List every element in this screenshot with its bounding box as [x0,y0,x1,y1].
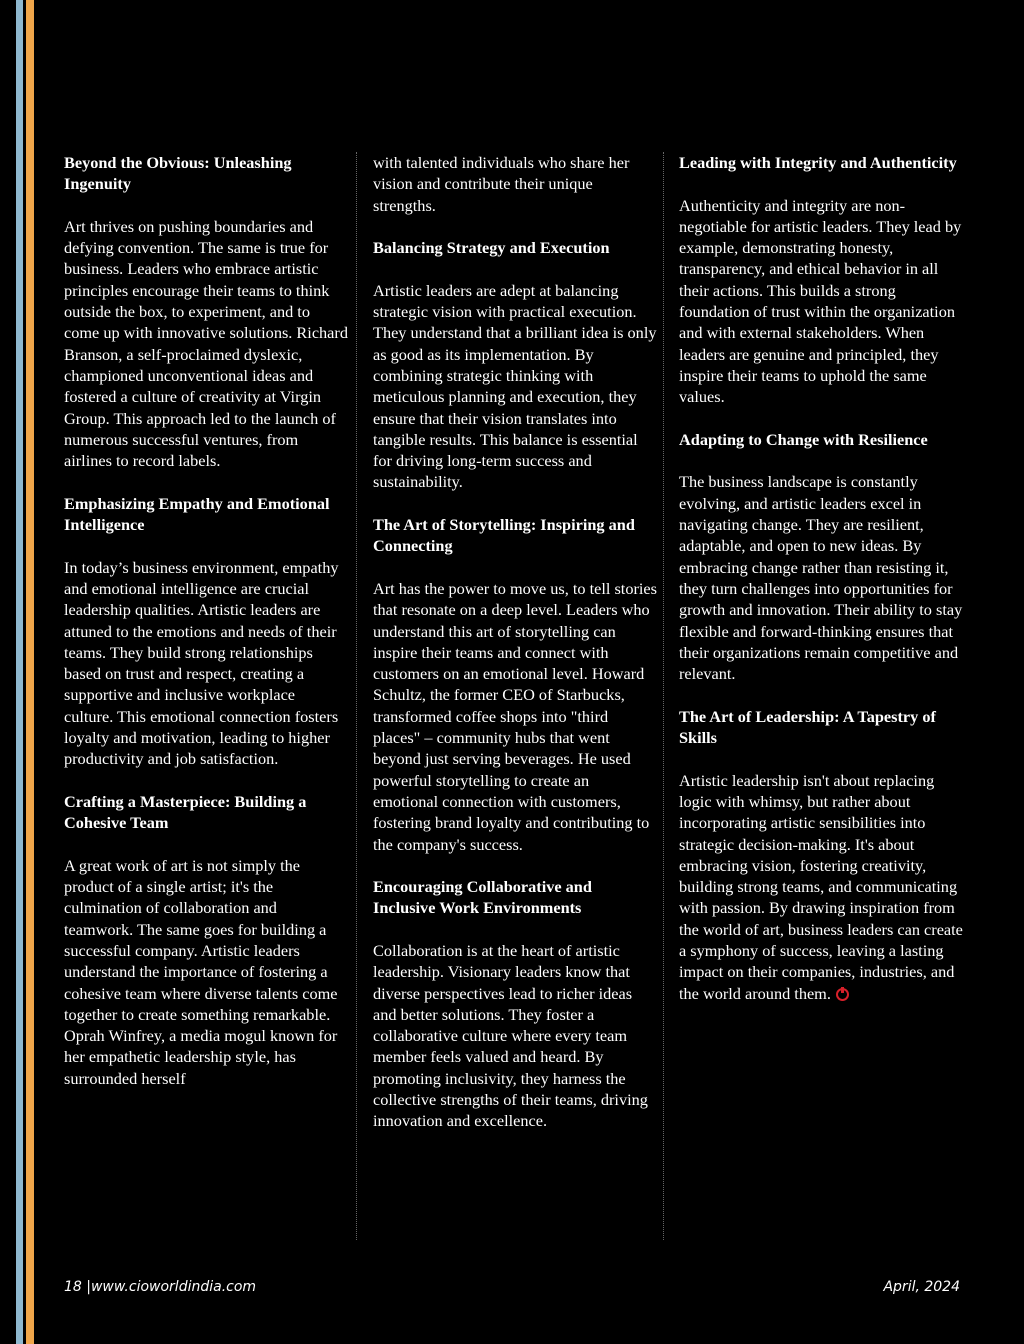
section-paragraph: Art thrives on pushing boundaries and defying convention. The same is true for business. Leaders who embrace artistic principles encourage their teams to think outside the box, to experiment, and to come up with innovative solutions. Richard Branson, a self-proclaimed dyslexic, championed unconventional ideas and fostered a culture of creativity at Virgin Group. This approach led to the launch of numerous successful ventures, from airlines to record labels. [64,216,348,471]
article-column-2 [373,152,657,1132]
section-paragraph: Artistic leaders are adept at balancing strategic vision with practical execution. They understand that a brilliant idea is only as good as its implementation. By combining strategic thinking with meticulous planning and execution, they ensure that their vision translates into tangible results. This balance is essential for driving long-term success and sustainability. [373,280,657,492]
section-paragraph: Art has the power to move us, to tell stories that resonate on a deep level. Leaders who understand this art of storytelling can inspire their teams and connect with customers on an emotional level. Howard Schultz, the former CEO of Starbucks, transformed coffee shops into "third places" – community hubs that went beyond just serving beverages. He used powerful storytelling to create an emotional connection with customers, fostering brand loyalty and contributing to the company's success. [373,578,657,854]
footer-page-url: 18 |www.cioworldindia.com [64,1279,257,1295]
article-column-3 [679,152,963,1004]
section-heading: The Art of Storytelling: Inspiring and Connecting [373,515,635,556]
section-paragraph: Collaboration is at the heart of artistic leadership. Visionary leaders know that diverse perspectives lead to richer ideas and better solutions. They foster a collaborative culture where every team member feels valued and heard. By promoting inclusivity, they harness the collective strengths of their teams, driving innovation and excellence. [373,940,648,1131]
footer-date: April, 2024 [883,1279,960,1295]
section-heading: Adapting to Change with Resilience [679,429,928,449]
column-divider-2 [663,152,664,1240]
section-paragraph: In today’s business environment, empathy and emotional intelligence are crucial leadership qualities. Artistic leaders are attuned to the emotions and needs of their teams. They build strong relationships based on trust and respect, creating a supportive and inclusive workplace culture. This emotional connection fosters loyalty and motivation, leading to higher productivity and job satisfaction. [64,557,339,769]
section-heading: Crafting a Masterpiece: Building a Cohesive Team [64,791,307,833]
section-paragraph: Authenticity and integrity are non-negotiable for artistic leaders. They lead by example, demonstrating honesty, transparency, and ethical behavior in all their actions. This builds a strong foundation of trust within the organization and with external stakeholders. When leaders are genuine and principled, they inspire their teams to uphold the same values. [679,195,962,407]
section-heading: Balancing Strategy and Execution [373,238,610,258]
section-paragraph: A great work of art is not simply the product of a single artist; it's the culmination of collaboration and teamwork. The same goes for building a successful company. Artistic leaders understand the importance of fostering a cohesive team where diverse talents come together to create something remarkable. Oprah Winfrey, a media mogul known for her empathetic leadership style, has surrounded herself [64,855,338,1088]
section-heading: Emphasizing Empathy and Emotional Intelligence [64,493,330,535]
section-heading: Leading with Integrity and Authenticity [679,153,957,172]
left-stripe-orange [26,0,34,1344]
column-divider-1 [356,152,357,1240]
end-mark-icon [836,988,849,1001]
section-heading: Encouraging Collaborative and Inclusive Work Environments [373,877,592,918]
left-stripe-blue [16,0,23,1344]
section-heading: The Art of Leadership: A Tapestry of Skills [679,706,936,748]
closing-paragraph [679,770,963,1004]
article-column-1 [64,152,348,1089]
section-heading: Beyond the Obvious: Unleashing Ingenuity [64,153,292,194]
section-paragraph: The business landscape is constantly evolving, and artistic leaders excel in navigating change. They are resilient, adaptable, and open to new ideas. By embracing change rather than resisting it, they turn challenges into opportunities for growth and innovation. Their ability to stay flexible and forward-thinking ensures that their organizations remain competitive and relevant. [679,472,963,684]
closing-paragraph-text: Artistic leadership isn't about replacing logic with whimsy, but rather about incorporating artistic sensibilities into strategic decision-making. It's about embracing vision, fostering creativity, building strong teams, and communicating with passion. By drawing inspiration from the world of art, business leaders can create a symphony of success, leaving a lasting impact on their companies, industries, and the world around them. [679,770,963,1003]
section-paragraph-continued: with talented individuals who share her vision and contribute their unique strengths. [373,153,630,215]
